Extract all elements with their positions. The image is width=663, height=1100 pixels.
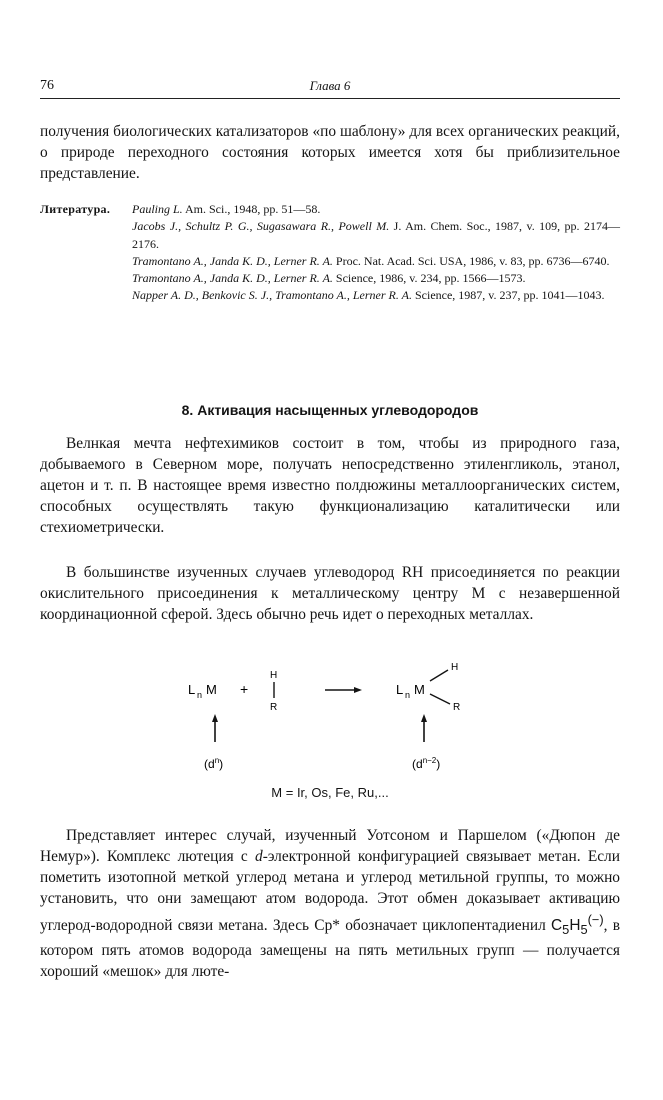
reference-item [132,218,620,253]
reaction-scheme [150,648,490,783]
reference-authors: Napper A. D., Benkovic S. J., Tramontano A., Lerner R. A. [132,288,412,303]
section-heading: 8. Активация насыщенных углеводородов [181,402,479,418]
left-config-d: d [208,757,215,771]
chapter-title: Глава 6 [309,78,351,93]
m-h-bond [430,670,448,681]
right-config: $(d^{n-2})$ [412,756,441,771]
intro-paragraph: получения биологических катализаторов «по шаблону» для всех органических реакций, о природе переходного состояния которых имеется хотя бы приблизительное представление. [40,123,620,182]
reactant-ligand: L [188,682,196,697]
reference-authors: Tramontano A., Janda K. D., Lerner R. A. [132,271,333,286]
m-r-bond [430,694,450,704]
right-arrowhead [421,714,427,722]
literature-label: Литература. [40,202,111,216]
metal-formula: M = Ir, Os, Fe, Ru,... [271,785,389,800]
page-number: 76 [40,78,54,93]
product-metal: M [414,682,425,697]
product-ligand-subscript: n [405,690,411,700]
right-config-d: d [416,757,423,771]
reference-source: J. Am. Chem. Soc., 1987, v. 109, pp. 2174—2176. [132,219,620,251]
reactant-ligand-subscript: n [197,690,203,700]
left-config-sup: n [214,756,220,765]
hydrocarbon-r: R [270,702,278,713]
product-ligand: L [396,682,404,697]
product-r: R [453,702,461,713]
reactant-metal: M [206,682,217,697]
reference-authors: Pauling L. [132,202,183,216]
cyclopentadienyl-formula: $C_5H_5^{(-)}$ [551,912,604,938]
hydrocarbon-h: H [270,670,278,681]
product-h: H [451,662,459,673]
reference-source: Science, 1986, v. 234, pp. 1566—1573. [332,271,526,286]
reaction-arrowhead [354,687,362,693]
reference-list [132,201,620,305]
reference-source: Am. Sci., 1948, pp. 51—58. [182,202,321,216]
page-header [40,78,620,99]
right-config-sup: n−2 [422,756,437,765]
left-arrowhead [212,714,218,722]
plus-sign: + [240,681,249,697]
reference-authors: Tramontano A., Janda K. D., Lerner R. A. [132,253,333,268]
reference-item [132,270,620,287]
reference-authors: Jacobs J., Schultz P. G., Sugasawara R., Powell M. [132,219,390,234]
left-config: $(d^n)$ [204,756,224,771]
reference-source: Science, 1987, v. 237, pp. 1041—1043. [411,288,605,303]
section-paragraph-2: В большинстве изученных случаев углеводород RH присоединяется по реакции окислительного присоединения к металлическому центру M с незавершенной координационной сферой. Здесь обычно речь идет о переходных металлах. [40,564,620,623]
reference-item [132,287,620,304]
closing-paragraph: Представляет интерес случай, изученный Уотсоном и Паршелом («Дюпон де Немур»). Комплекс лютеция с d-электронной конфигурацией связывает метан. Если пометить изотопной меткой углерод метана и углерод метильной группы, то можно установить, что они замещают атом водорода. Этот обмен доказывает активацию углерод-водородной связи метана. Здесь Cp* обозначает циклопентадиенил $C_5H_5^{(-)}$, в котором пять атомов водорода замещены на пять метильных групп — получается хороший «мешок» для люте- [40,827,620,981]
section-paragraph-1: Велнкая мечта нефтехимиков состоит в том, чтобы из природного газа, добываемого в Северном море, получать непосредственно этиленгликоль, этанол, ацетон и т. п. В настоящее время известно полдюжины металлоорганических систем, способных осуществлять такую функционализацию каталитически или стехиометрически. [40,435,620,536]
reference-item [132,201,620,218]
reference-item [132,253,620,270]
reference-source: Proc. Nat. Acad. Sci. USA, 1986, v. 83, pp. 6736—6740. [332,253,610,268]
